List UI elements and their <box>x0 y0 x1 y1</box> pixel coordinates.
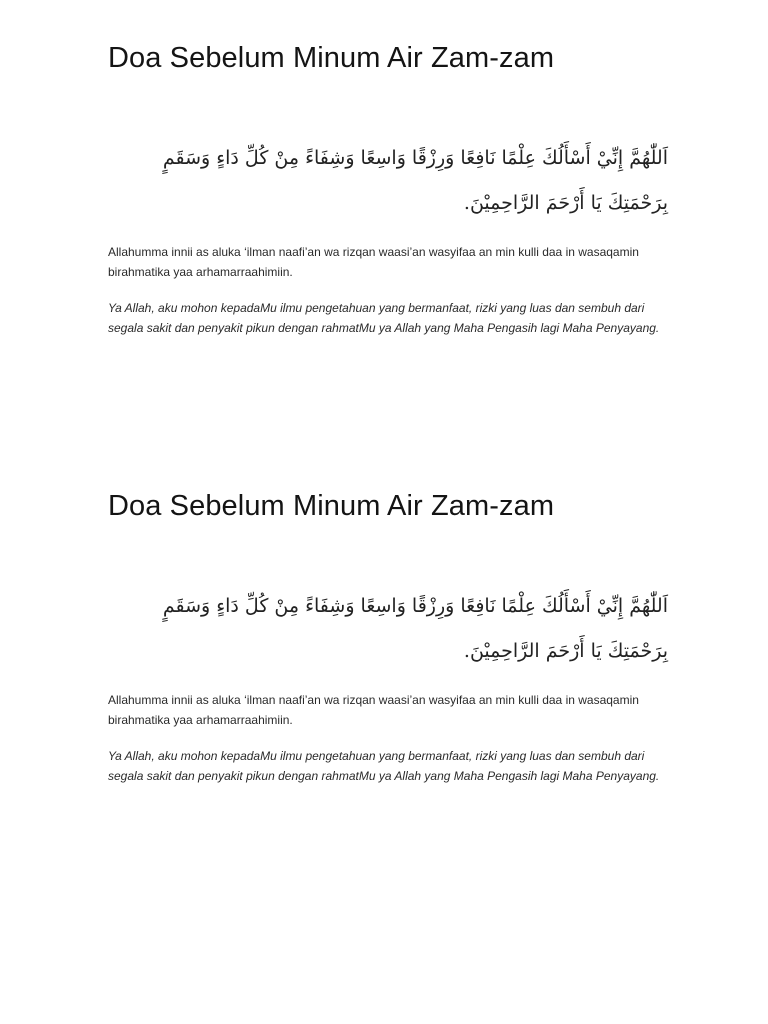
arabic-prayer-text: اَللّٰهُمَّ إِنِّيْ أَسْأَلُكَ عِلْمًا نَافِعًا وَرِزْقًا وَاسِعًا وَشِفَاءً مِنْ كُلِّ دَاءٍ وَسَقَمٍ بِرَحْمَتِكَ يَا أَرْحَمَ الرَّاحِمِيْنَ. <box>162 595 668 662</box>
transliteration-text: Allahumma innii as aluka ‘ilman naafi’an wa rizqan waasi’an wasyifaa an min kulli daa in wasaqamin birahmatika yaa arhamarraahimiin. <box>108 693 639 727</box>
doa-section <box>108 488 668 798</box>
arabic-prayer-text: اَللّٰهُمَّ إِنِّيْ أَسْأَلُكَ عِلْمًا نَافِعًا وَرِزْقًا وَاسِعًا وَشِفَاءً مِنْ كُلِّ دَاءٍ وَسَقَمٍ بِرَحْمَتِكَ يَا أَرْحَمَ الرَّاحِمِيْنَ. <box>162 147 668 214</box>
translation-text: Ya Allah, aku mohon kepadaMu ilmu pengetahuan yang bermanfaat, rizki yang luas dan sembuh dari segala sakit dan penyakit pikun dengan rahmatMu ya Allah yang Maha Pengasih lagi Maha Penyayang. <box>108 301 660 335</box>
translation-text: Ya Allah, aku mohon kepadaMu ilmu pengetahuan yang bermanfaat, rizki yang luas dan sembuh dari segala sakit dan penyakit pikun dengan rahmatMu ya Allah yang Maha Pengasih lagi Maha Penyayang. <box>108 749 660 783</box>
doa-title: Doa Sebelum Minum Air Zam-zam <box>108 42 555 74</box>
doa-section <box>108 40 668 350</box>
doa-title: Doa Sebelum Minum Air Zam-zam <box>108 490 555 522</box>
transliteration-text: Allahumma innii as aluka ‘ilman naafi’an wa rizqan waasi’an wasyifaa an min kulli daa in wasaqamin birahmatika yaa arhamarraahimiin. <box>108 245 639 279</box>
